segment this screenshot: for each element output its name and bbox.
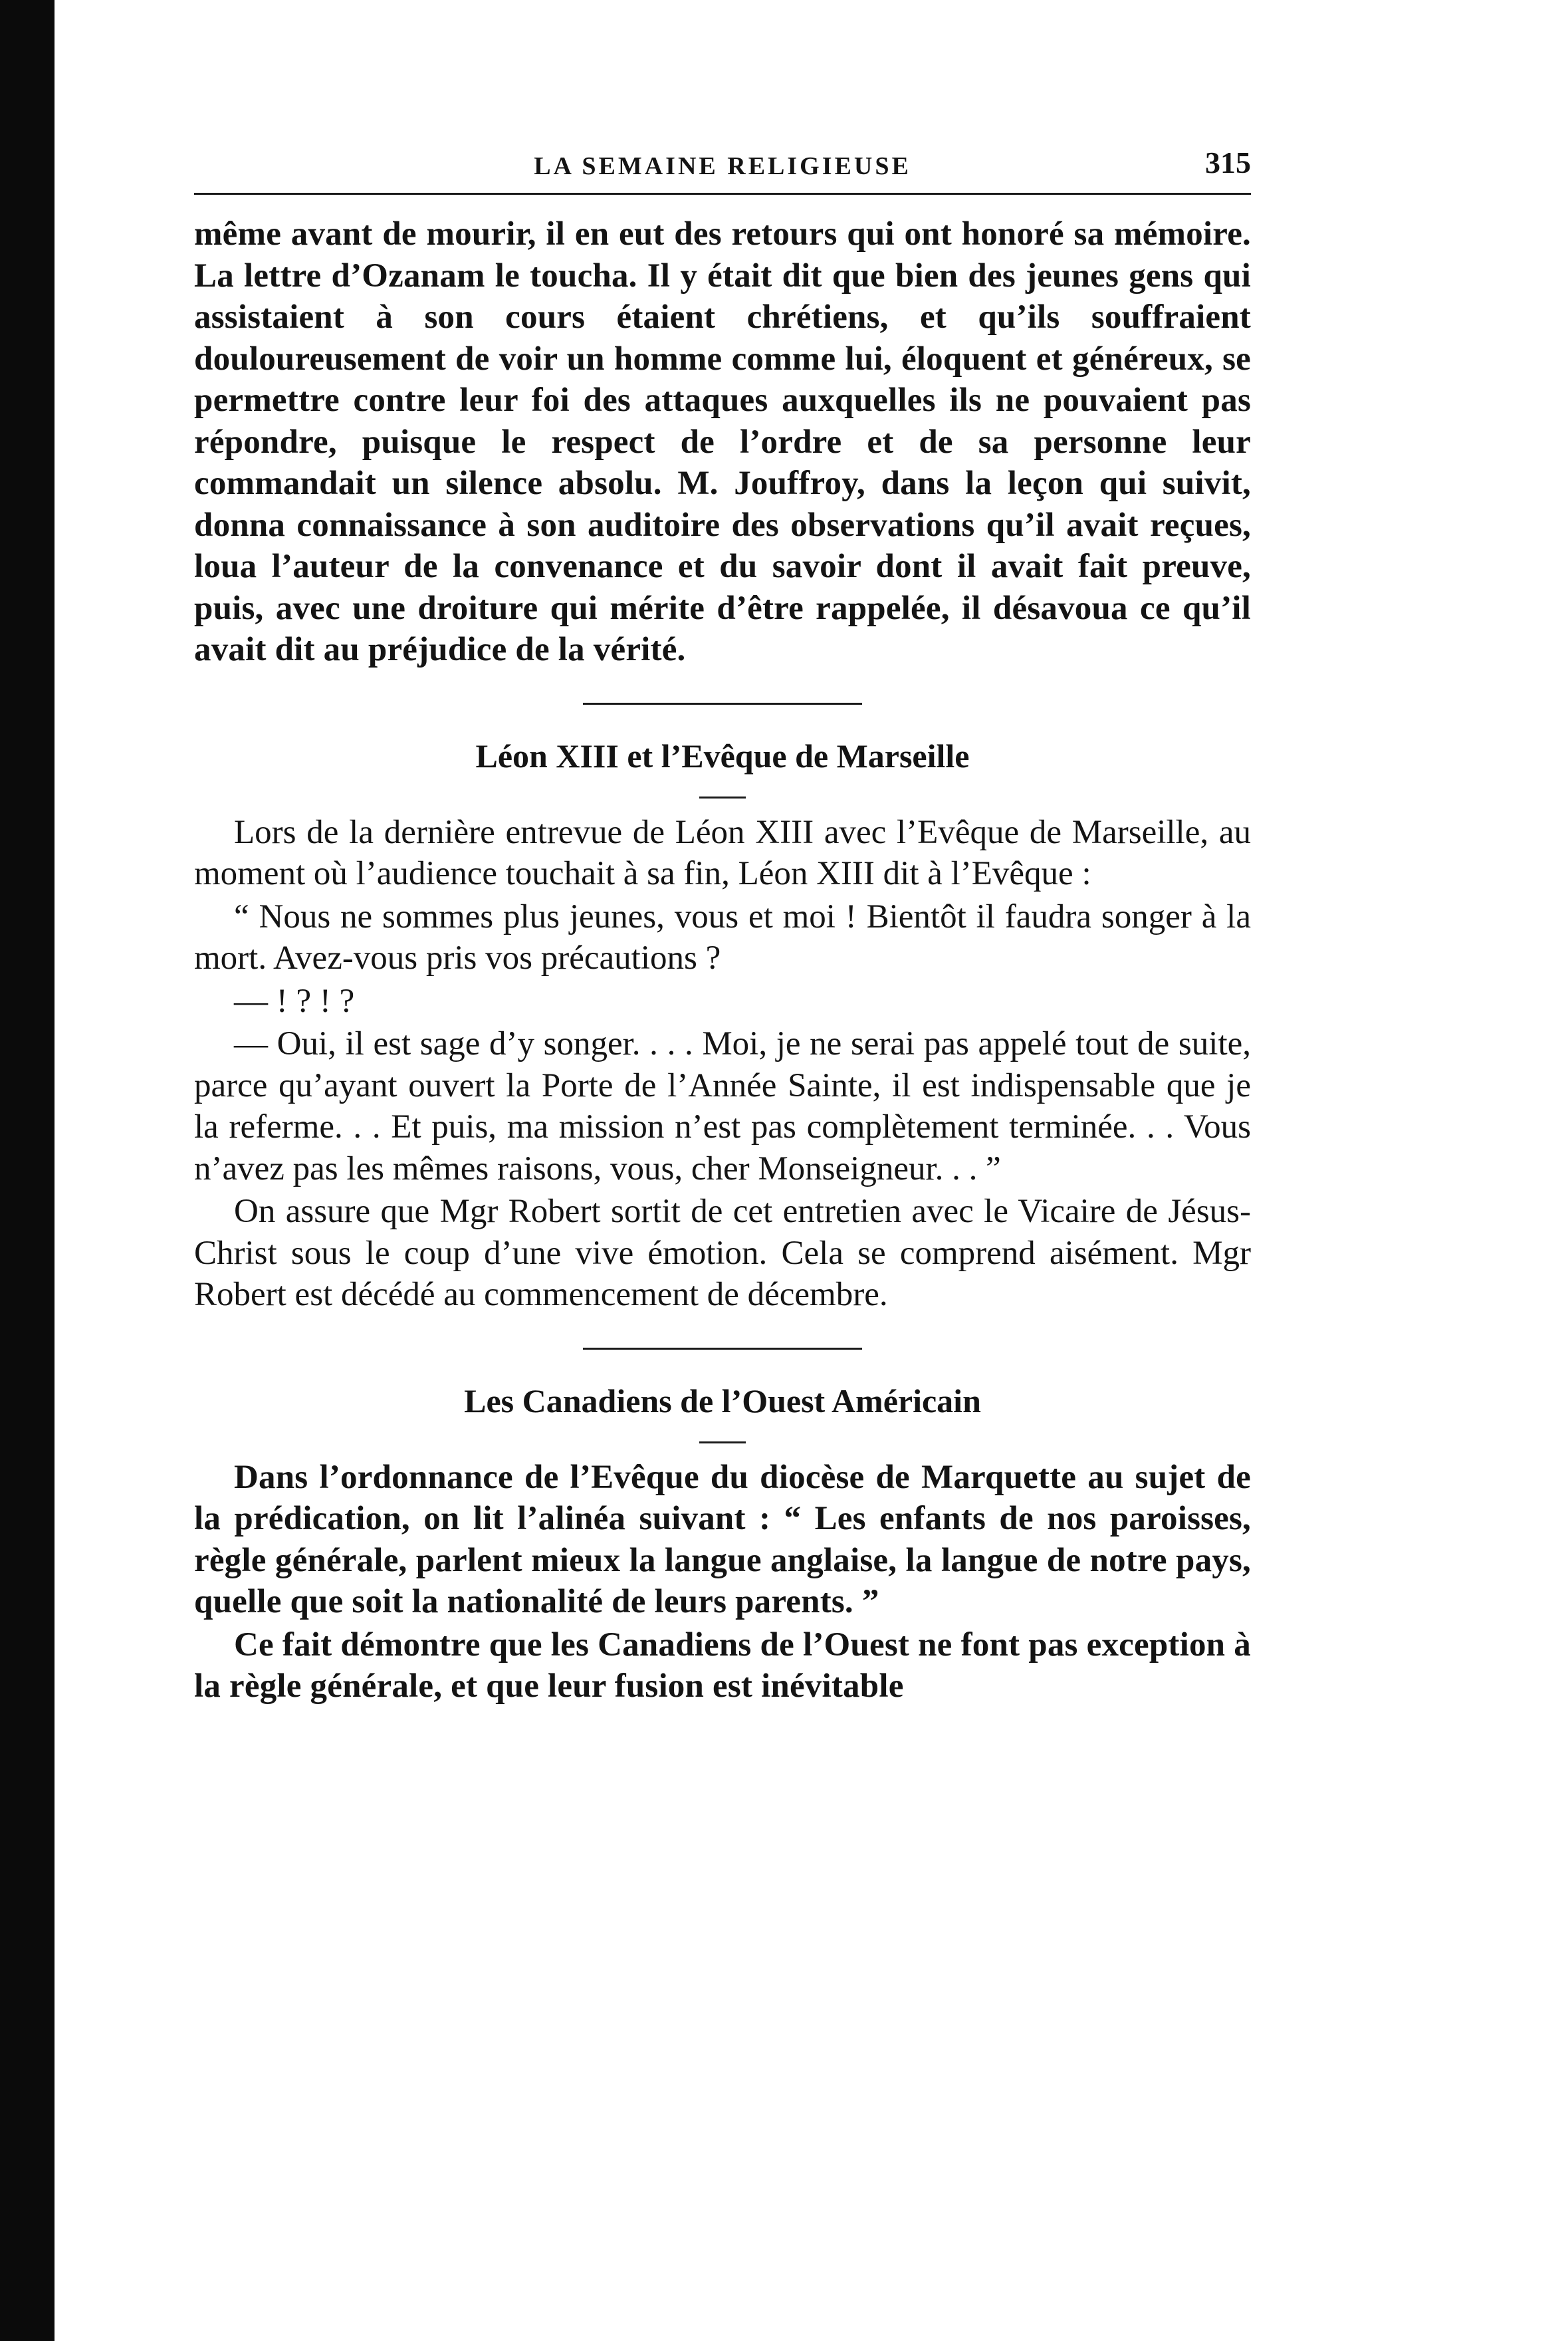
book-spine-edge (0, 0, 55, 2341)
section-1-paragraph: “ Nous ne sommes plus jeunes, vous et moi ! Bientôt il faudra songer à la mort. Avez-vous pris vos précautions ? (194, 898, 1251, 977)
running-header (194, 126, 1251, 195)
section-divider (583, 703, 862, 705)
section-title-canadiens: Les Canadiens de l’Ouest Américain (464, 1382, 981, 1419)
section-title-leon-xiii: Léon XIII et l’Evêque de Marseille (475, 737, 970, 775)
section-1-paragraph: Lors de la dernière entrevue de Léon XIII avec l’Evêque de Marseille, au moment où l’audience touchait à sa fin, Léon XIII dit à l’Evêque : (194, 813, 1251, 892)
section-1-paragraph: — ! ? ! ? (234, 982, 355, 1020)
title-underline (699, 1441, 746, 1443)
title-underline (699, 797, 746, 799)
running-title: LA SEMAINE RELIGIEUSE (534, 152, 911, 180)
section-1-paragraph: On assure que Mgr Robert sortit de cet entretien avec le Vicaire de Jésus-Christ sous le coup d’une vive émotion. Cela se comprend aisément. Mgr Robert est décédé au commencement de décembre. (194, 1193, 1251, 1313)
section-1-paragraph: — Oui, il est sage d’y songer. . . . Moi, je ne serai pas appelé tout de suite, parce qu’ayant ouvert la Porte de l’Année Sainte, il est indispensable que je la referme. . . Et puis, ma mission n’est pas complètement terminée. . . Vous n’avez pas les mêmes raisons, vous, cher Monseigneur. . . ” (194, 1025, 1251, 1187)
continued-paragraph: même avant de mourir, il en eut des retours qui ont honoré sa mémoire. La lettre d’Ozanam le toucha. Il y était dit que bien des jeunes gens qui assistaient à son cours étaient chrétiens, et qu’ils souffraient douloureusement de voir un homme comme lui, éloquent et généreux, se permettre contre leur foi des attaques auxquelles ils ne pouvaient pas répondre, puisque le respect de l’ordre et de sa personne leur commandait un silence absolu. M. Jouffroy, dans la leçon qui suivit, donna connaissance à son auditoire des observations qu’il avait reçues, loua l’auteur de la convenance et du savoir dont il avait fait preuve, puis, avec une droiture qui mérite d’être rappelée, il désavoua ce qu’il avait dit au préjudice de la vérité. (194, 215, 1251, 668)
book-page (194, 126, 1251, 1707)
section-2-paragraph: Ce fait démontre que les Canadiens de l’Ouest ne font pas exception à la règle générale, et que leur fusion est inévitable (194, 1626, 1251, 1705)
page-number: 315 (1205, 146, 1251, 180)
section-2-paragraph: Dans l’ordonnance de l’Evêque du diocèse de Marquette au sujet de la prédication, on lit l’alinéa suivant : “ Les enfants de nos paroisses, règle générale, parlent mieux la langue anglaise, la langue de notre pays, quelle que soit la nationalité de leurs parents. ” (194, 1458, 1251, 1620)
section-divider (583, 1348, 862, 1350)
